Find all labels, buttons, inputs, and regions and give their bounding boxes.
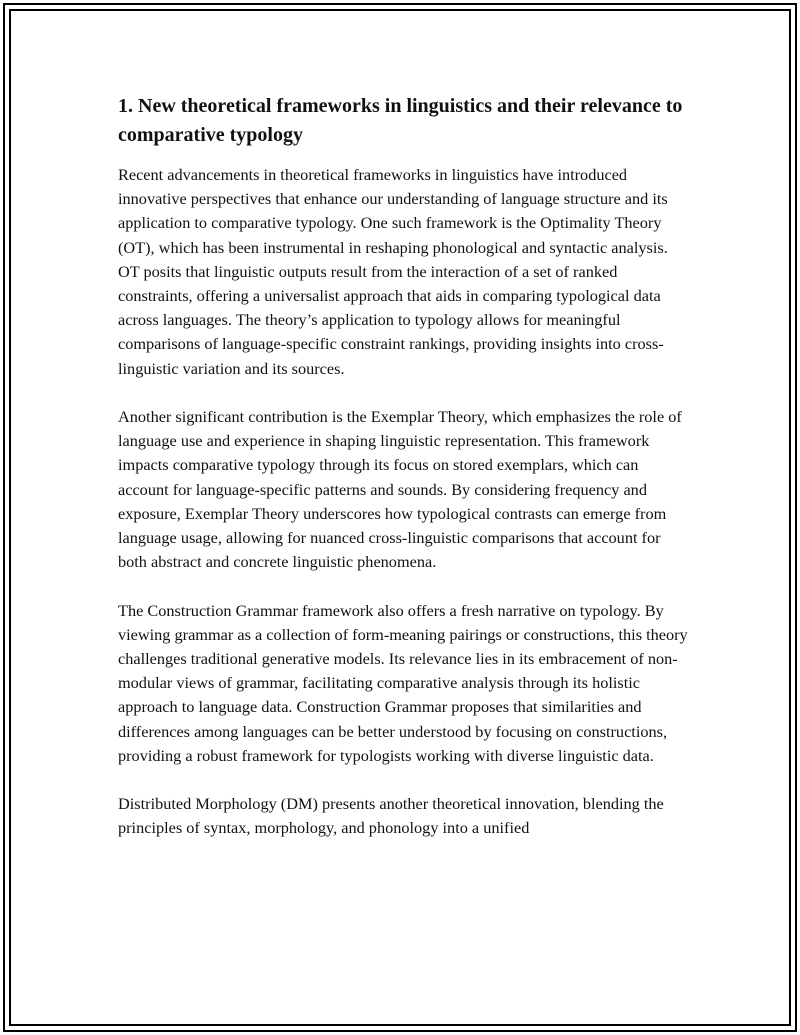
paragraph-construction-grammar: The Construction Grammar framework also offers a fresh narrative on typology. By viewing grammar as a collection of form-meaning pairings or constructions, this theory challenges traditional generative models. Its relevance lies in its embracement of non-modular views of grammar, facilitating comparative analysis through its holistic approach to language data. Construction Grammar proposes that similarities and differences among languages can be better understood by focusing on constructions, providing a robust framework for typologists working with diverse linguistic data. xyxy=(118,600,688,765)
paragraph-distributed-morphology: Distributed Morphology (DM) presents another theoretical innovation, blending the principles of syntax, morphology, and phonology into a unified xyxy=(118,794,664,838)
paragraph-exemplar-theory: Another significant contribution is the Exemplar Theory, which emphasizes the role of language use and experience in shaping linguistic representation. This framework impacts comparative typology through its focus on stored exemplars, which can account for language-specific patterns and sounds. By considering frequency and exposure, Exemplar Theory underscores how typological contrasts can emerge from language usage, allowing for nuanced cross-linguistic comparisons that account for both abstract and concrete linguistic phenomena. xyxy=(118,407,682,572)
document-body xyxy=(118,92,690,865)
section-heading: 1. New theoretical frameworks in linguistics and their relevance to comparative typology xyxy=(118,95,683,146)
paragraph-optimality-theory: Recent advancements in theoretical frameworks in linguistics have introduced innovative perspectives that enhance our understanding of language structure and its application to comparative typology. One such framework is the Optimality Theory (OT), which has been instrumental in reshaping phonological and syntactic analysis. OT posits that linguistic outputs result from the interaction of a set of ranked constraints, offering a universalist approach that aids in comparing typological data across languages. The theory’s application to typology allows for meaningful comparisons of language-specific constraint rankings, providing insights into cross-linguistic variation and its sources. xyxy=(118,165,668,378)
